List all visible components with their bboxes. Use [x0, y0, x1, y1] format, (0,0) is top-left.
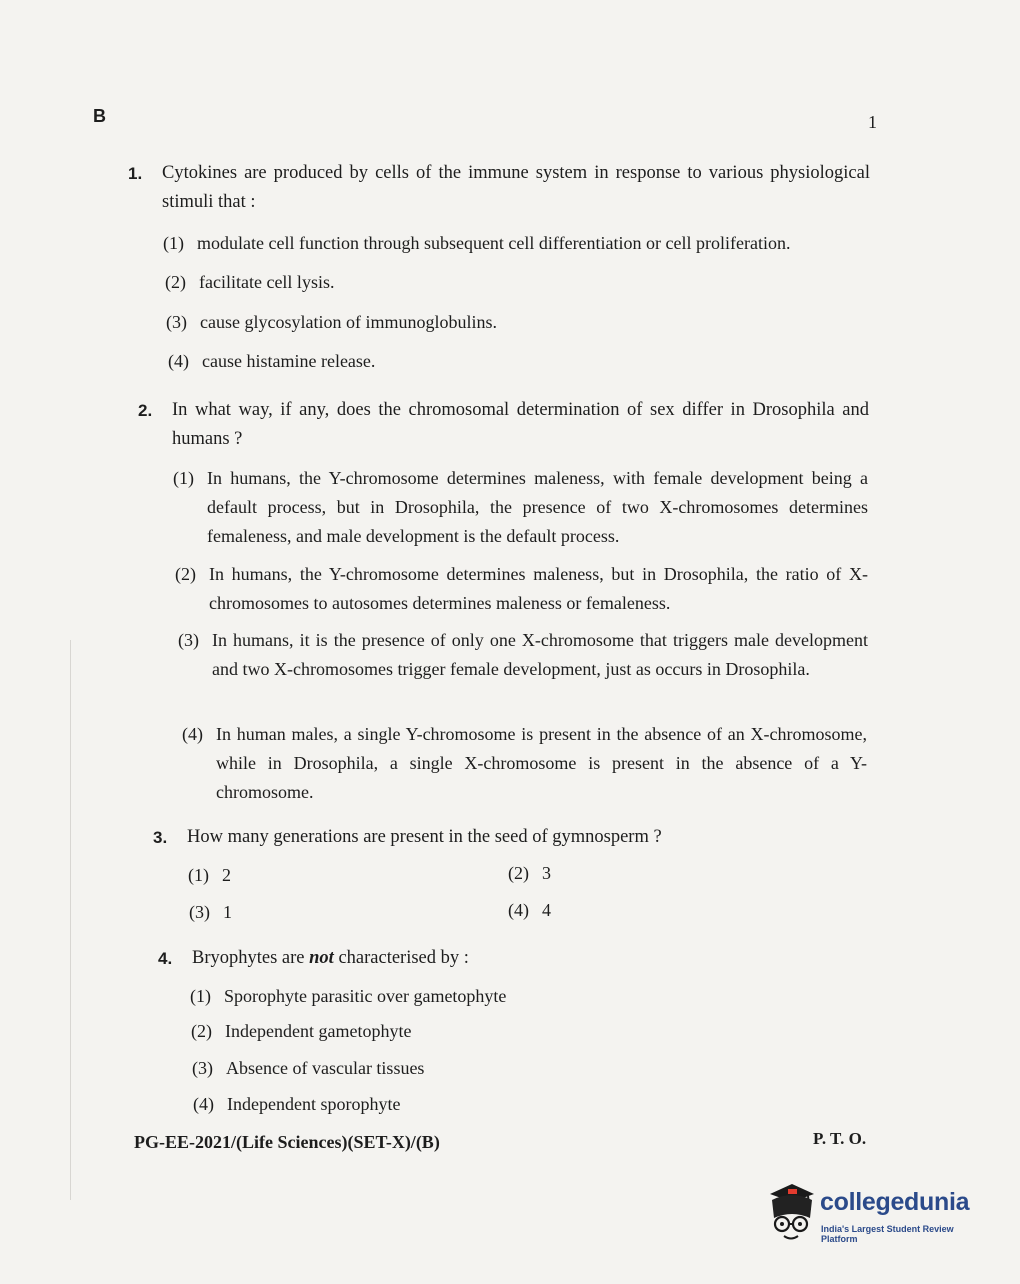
- set-letter: B: [93, 106, 106, 126]
- option-text: 3: [542, 863, 551, 883]
- option-label: (4): [168, 351, 189, 371]
- option: [191, 1017, 751, 1046]
- option: [175, 560, 868, 618]
- option: [173, 464, 868, 551]
- stem-emphasis: not: [309, 948, 334, 968]
- option: [178, 626, 868, 684]
- option-text: facilitate cell lysis.: [199, 272, 335, 292]
- option-text: 2: [222, 865, 231, 885]
- option: [189, 898, 309, 927]
- option: [508, 896, 628, 925]
- question-stem: [192, 944, 758, 973]
- option-text: Absence of vascular tissues: [226, 1058, 425, 1078]
- option-label: (3): [189, 902, 210, 922]
- option-text: In humans, it is the presence of only one X-chromosome that triggers male development and two X-chromosomes trigger female development, just as occurs in Drosophila.: [212, 630, 868, 679]
- option-label: (4): [508, 900, 529, 920]
- option-label: (1): [163, 233, 184, 253]
- option-text: cause histamine release.: [202, 351, 376, 371]
- question-number: 4.: [158, 949, 173, 968]
- question-stem: In what way, if any, does the chromosomal determination of sex differ in Drosophila and humans ?: [172, 400, 869, 449]
- question-2: [138, 396, 869, 454]
- question-3: [153, 823, 753, 852]
- option-label: (4): [182, 724, 203, 744]
- option-label: (3): [178, 630, 199, 650]
- question-number: 3.: [153, 828, 168, 847]
- stem-before: Bryophytes are: [192, 948, 310, 968]
- stem-after: characterised by :: [333, 948, 469, 968]
- option: [168, 347, 668, 376]
- option-label: (1): [173, 468, 194, 488]
- option: [192, 1054, 752, 1083]
- option-text: cause glycosylation of immunoglobulins.: [200, 312, 497, 332]
- option-label: (3): [192, 1058, 213, 1078]
- option-text: In humans, the Y-chromosome determines maleness, with female development being a default process, but in Drosophila, the presence of two X-chromosomes determines femaleness, and male development is the default process.: [207, 468, 868, 546]
- question-stem: Cytokines are produced by cells of the immune system in response to various physiological stimuli that :: [162, 163, 870, 212]
- option: [188, 861, 308, 890]
- scan-margin-line: [70, 640, 71, 1200]
- option-label: (4): [193, 1094, 214, 1114]
- brand-tagline: India's Largest Student Review Platform: [821, 1224, 954, 1244]
- paper-code: PG-EE-2021/(Life Sciences)(SET-X)/(B): [134, 1132, 440, 1152]
- option: [166, 308, 666, 337]
- option-text: modulate cell function through subsequent cell differentiation or cell proliferation.: [197, 233, 791, 253]
- option-label: (2): [508, 863, 529, 883]
- mascot-icon: [762, 1180, 818, 1246]
- option-text: Sporophyte parasitic over gametophyte: [224, 986, 507, 1006]
- question-1: [128, 159, 870, 217]
- option-text: In human males, a single Y-chromosome is present in the absence of an X-chromosome, while in Drosophila, a single X-chromosome is present in the absence of a Y-chromosome.: [216, 724, 867, 802]
- option: [190, 982, 750, 1011]
- question-stem: How many generations are present in the seed of gymnosperm ?: [187, 827, 662, 847]
- question-4: [158, 944, 758, 973]
- option-label: (2): [175, 564, 196, 584]
- option-text: 4: [542, 900, 551, 920]
- option-text: Independent sporophyte: [227, 1094, 401, 1114]
- option-label: (2): [165, 272, 186, 292]
- page-number: 1: [868, 112, 877, 132]
- option-label: (2): [191, 1021, 212, 1041]
- option: [165, 268, 665, 297]
- pto-label: P. T. O.: [813, 1129, 867, 1148]
- question-number: 1.: [128, 164, 143, 183]
- option-label: (1): [190, 986, 211, 1006]
- option-label: (1): [188, 865, 209, 885]
- question-number: 2.: [138, 401, 153, 420]
- option-label: (3): [166, 312, 187, 332]
- option: [163, 229, 863, 258]
- collegedunia-logo: [762, 1180, 992, 1250]
- option-text: In humans, the Y-chromosome determines maleness, but in Drosophila, the ratio of X-chromosomes to autosomes determines maleness or femaleness.: [209, 564, 868, 613]
- option: [193, 1090, 753, 1119]
- option: [508, 859, 628, 888]
- brand-name: collegedunia: [820, 1188, 970, 1216]
- option-text: Independent gametophyte: [225, 1021, 412, 1041]
- option: [182, 720, 867, 807]
- option-text: 1: [223, 902, 232, 922]
